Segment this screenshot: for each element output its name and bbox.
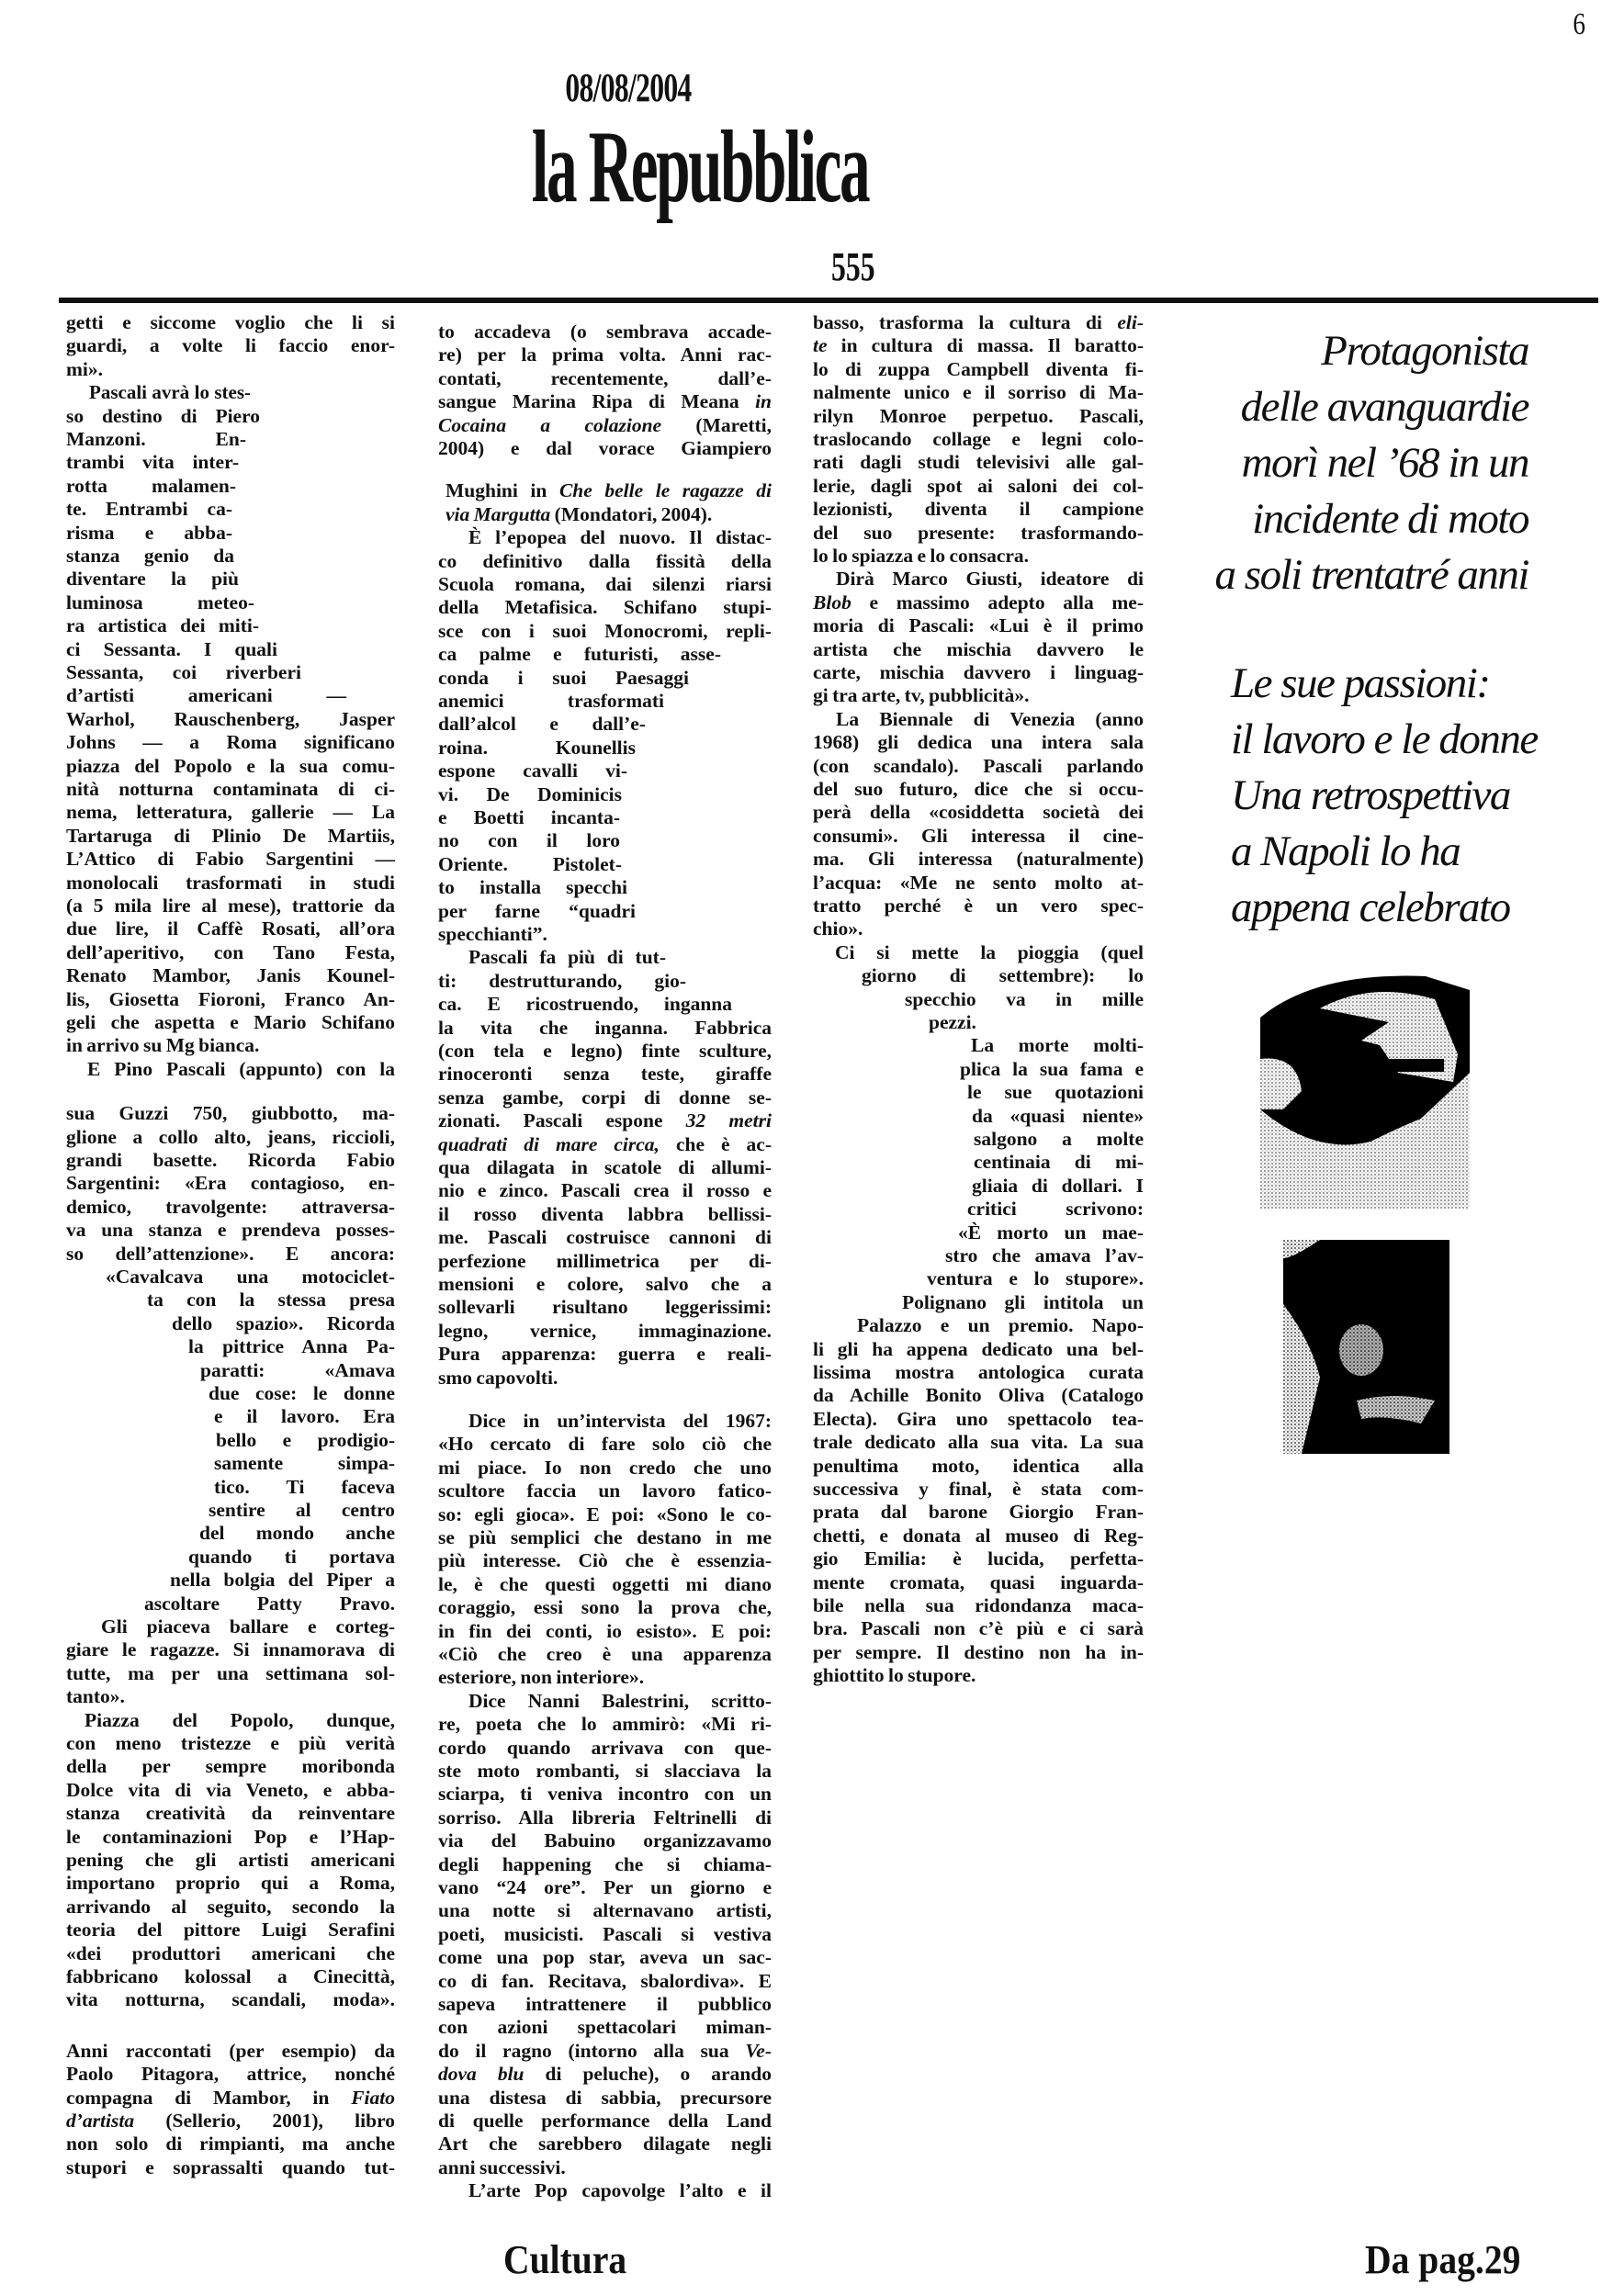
italic-title-text: te <box>813 334 828 357</box>
text-line: lerie, dagli spot ai saloni dei col- <box>813 474 1144 497</box>
text-line: sua Guzzi 750, giubbotto, ma- <box>66 1102 395 1125</box>
text-line: espone cavalli vi- <box>438 760 627 782</box>
continued-from-label: Da pag.29 <box>1365 2237 1521 2282</box>
text-line: fabbricano kolossal a Cinecittà, <box>66 1965 395 1987</box>
text-segment: do il ragno (intorno alla sua <box>438 2039 746 2062</box>
text-line: Sessanta, coi riverberi <box>66 661 301 683</box>
text-line: diventare la più <box>66 568 239 591</box>
text-line: ma. Gli interessa (naturalmente) <box>813 848 1144 871</box>
text-line: L’Attico di Fabio Sargentini — <box>66 848 395 871</box>
text-line: una notte si alternavano artisti, <box>438 1899 772 1922</box>
text-line <box>66 2110 395 2133</box>
text-line: perfezione millimetrica per di- <box>438 1249 772 1272</box>
text-line: «dei produttori americani che <box>66 1941 395 1964</box>
text-line: Oriente. Pistolet- <box>438 852 622 875</box>
text-line: Piazza del Popolo, dunque, <box>85 1708 395 1731</box>
text-line: mensioni e colore, salvo che a <box>438 1273 772 1295</box>
text-line: due cose: le donne <box>209 1382 395 1404</box>
text-line: co di fan. Recitava, sbalordiva». E <box>438 1969 772 1992</box>
text-line: paratti: «Amava <box>200 1358 395 1381</box>
text-line: La morte molti- <box>971 1034 1144 1057</box>
text-line: artista che mischia davvero le <box>813 637 1144 660</box>
edition-code: 555 <box>831 244 875 289</box>
publication-date: 08/08/2004 <box>565 65 692 110</box>
text-line: traslocando collage e legni colo- <box>813 428 1144 450</box>
text-line: sce con i suoi Monocromi, repli- <box>438 619 772 642</box>
text-line: La Biennale di Venezia (anno <box>836 707 1144 730</box>
text-line: vita notturna, scandali, moda». <box>66 1988 395 2011</box>
text-line: Palazzo e un premio. Napo- <box>857 1314 1144 1337</box>
headline-line: incidente di moto <box>1252 495 1528 543</box>
text-line: quando ti portava <box>188 1545 395 1568</box>
text-line: E Pino Pascali (appunto) con la <box>87 1057 395 1080</box>
text-line: 2004) e dal vorace Giampiero <box>438 437 772 459</box>
text-line: tutte, ma per una settimana sol- <box>66 1661 395 1684</box>
italic-title-text: eli- <box>1117 311 1144 333</box>
headline-line: Le sue passioni: <box>1231 659 1490 707</box>
text-segment: sangue Marina Ripa di Meana <box>438 390 756 413</box>
text-line: anni successivi. <box>438 2155 566 2178</box>
text-segment: basso, trasforma la cultura di <box>813 311 1118 333</box>
text-line <box>438 2063 772 2086</box>
text-line: nio e zinco. Pascali crea il rosso e <box>438 1179 772 1202</box>
text-segment: in cultura di massa. Il baratto- <box>827 334 1144 357</box>
text-line: so: egli gioca». E poi: «Sono le co- <box>438 1503 772 1525</box>
italic-title-text: quadrati di mare circa, <box>438 1132 660 1155</box>
text-line: Manzoni. En- <box>66 428 246 450</box>
text-line: ci Sessanta. I quali <box>66 637 277 660</box>
text-line: lis, Giosetta Fioroni, Franco An- <box>66 987 395 1010</box>
text-line: Tartaruga di Plinio De Martiis, <box>66 824 395 847</box>
text-line: «Cavalcava una motociclet- <box>106 1266 395 1288</box>
text-line: giorno di settembre): lo <box>862 964 1144 987</box>
text-line: Pascali avrà lo stes- <box>89 381 251 404</box>
text-line: Art che sarebbero dilagate negli <box>438 2133 772 2155</box>
text-line: monolocali trasformati in studi <box>66 871 395 894</box>
italic-title-text: in <box>755 390 772 413</box>
text-line: poeti, musicisti. Pascali si vestiva <box>438 1922 772 1945</box>
text-line: più interesse. Ciò che è essenzia- <box>438 1549 772 1572</box>
text-line: risma e abba- <box>66 521 232 544</box>
text-line: tico. Ti faceva <box>214 1475 395 1498</box>
text-line: so dell’attenzione». E ancora: <box>66 1242 395 1265</box>
text-line: (con tela e legno) finte sculture, <box>438 1040 772 1062</box>
text-line: grandi basette. Ricorda Fabio <box>66 1149 395 1171</box>
text-line <box>438 1133 772 1156</box>
text-line: se più semplici che destano in me <box>438 1526 772 1548</box>
italic-title-text: 32 metri <box>685 1109 772 1132</box>
photo-artist-seated <box>1283 1240 1449 1454</box>
text-line: del suo presente: trasformando- <box>813 521 1144 544</box>
text-line: ghiottito lo stupore. <box>813 1664 976 1687</box>
text-line: me. Pascali costruisce cannoni di <box>438 1226 772 1249</box>
text-line: d’artisti americani — <box>66 684 346 707</box>
text-line: smo capovolti. <box>438 1366 558 1389</box>
headline-line: appena celebrato <box>1231 884 1510 931</box>
portrait-photo-sunglasses <box>1260 972 1470 1209</box>
text-line: dell’aperitivo, con Tano Festa, <box>66 940 395 963</box>
text-line: Pura apparenza: guerra e reali- <box>438 1343 772 1366</box>
text-line: lo lo spiazza e lo consacra. <box>813 545 1030 567</box>
text-line <box>438 1109 772 1132</box>
text-line: lezionisti, diventa il campione <box>813 498 1144 521</box>
text-line: salgono a molte <box>974 1128 1144 1150</box>
text-line: mi piace. Io non credo che uno <box>438 1456 772 1479</box>
italic-title-text: Cocaina a colazione <box>438 413 662 436</box>
text-line: Polignano gli intitola un <box>902 1290 1144 1313</box>
text-line: Renato Mambor, Janis Kounel- <box>66 964 395 987</box>
text-line: specchio va in mille <box>905 987 1144 1010</box>
text-line: «Ho cercato di fare solo ciò che <box>438 1433 772 1456</box>
text-line: ti: destrutturando, gio- <box>438 969 686 992</box>
text-line: stupori e soprassalti quando tut- <box>66 2155 395 2178</box>
text-line: Electa). Gira uno spettacolo tea- <box>813 1407 1144 1430</box>
text-line: pezzi. <box>929 1011 976 1033</box>
text-line: tanto». <box>66 1685 125 1708</box>
text-line: le, è che questi oggetti mi diano <box>438 1572 772 1595</box>
text-line: qua dilagata in scatole di allumi- <box>438 1156 772 1178</box>
text-line: ra artistica dei miti- <box>66 614 259 637</box>
headline-line: a soli trentatré anni <box>1214 551 1528 599</box>
headline-line: delle avanguardie <box>1240 383 1528 431</box>
text-line: dello spazio». Ricorda <box>172 1311 395 1334</box>
text-line: sentire al centro <box>209 1499 395 1521</box>
text-line: con azioni spettacolari miman- <box>438 2016 772 2039</box>
text-line: il rosso diventa labbra bellissi- <box>438 1202 772 1225</box>
text-line <box>445 479 772 502</box>
text-line: re, poeta che lo ammirò: «Mi ri- <box>438 1713 772 1736</box>
text-line: gi tra arte, tv, pubblicità». <box>813 684 1030 707</box>
text-line: della Metafisica. Schifano stupi- <box>438 596 772 619</box>
text-line: e Boetti incanta- <box>438 806 620 828</box>
text-line: chetti, e donata al museo di Reg- <box>813 1524 1144 1547</box>
text-line: plica la sua fama e <box>960 1057 1144 1080</box>
text-line: getti e siccome voglio che li si <box>66 311 395 333</box>
text-segment: che è ac- <box>659 1132 772 1155</box>
text-line: scultore faccia un lavoro fatico- <box>438 1480 772 1503</box>
text-line: specchianti”. <box>438 923 547 945</box>
text-line: penultima moto, identica alla <box>813 1454 1144 1477</box>
text-line: Johns — a Roma significano <box>66 731 395 754</box>
text-line: geli che aspetta e Mario Schifano <box>66 1011 395 1033</box>
text-line: Dirà Marco Giusti, ideatore di <box>836 568 1144 591</box>
text-line: Dolce vita di via Veneto, e abba- <box>66 1778 395 1801</box>
page-number: 6 <box>1573 7 1585 41</box>
text-line: rilyn Monroe perpetuo. Pascali, <box>813 404 1144 427</box>
text-line: bile nella sua ridondanza maca- <box>813 1594 1144 1616</box>
text-line: moria di Pascali: «Lui è il primo <box>813 614 1144 637</box>
text-line: una distesa di sabbia, precursore <box>438 2086 772 2109</box>
text-line: del mondo anche <box>199 1522 395 1545</box>
text-line: nità notturna contaminata di ci- <box>66 778 395 800</box>
text-line: te. Entrambi ca- <box>66 498 232 521</box>
text-line: la pittrice Anna Pa- <box>188 1335 395 1358</box>
text-line <box>438 390 772 413</box>
text-line: successiva y final, è stata com- <box>813 1478 1144 1500</box>
text-line: via del Babuino organizzavamo <box>438 1829 772 1852</box>
text-line: critici scrivono: <box>967 1198 1144 1221</box>
text-line: Anni raccontati (per esempio) da <box>66 2039 395 2062</box>
text-segment: (Sellerio, 2001), libro <box>134 2110 395 2132</box>
text-segment: (Mondatori, 2004). <box>550 502 713 525</box>
text-line: carte, mischia davvero i linguag- <box>813 661 1144 683</box>
text-line: per sempre. Il destino non ha in- <box>813 1640 1144 1663</box>
text-line: L’arte Pop capovolge l’alto e il <box>468 2179 772 2202</box>
text-segment: Mughini in <box>445 479 559 502</box>
text-line: demico, travolgente: attraversa- <box>66 1195 395 1218</box>
text-line: da «quasi niente» <box>972 1104 1144 1127</box>
text-line: le sue quotazioni <box>967 1081 1144 1104</box>
text-line: ca. E ricostruendo, inganna <box>438 993 732 1016</box>
text-line: stro che amava l’av- <box>945 1244 1144 1266</box>
text-line: bra. Pascali non c’è più e ci sarà <box>813 1617 1144 1640</box>
text-line: È l’epopea del nuovo. Il distac- <box>468 526 772 549</box>
text-line: e il lavoro. Era <box>214 1405 395 1428</box>
text-line: piazza del Popolo e la sua comu- <box>66 754 395 777</box>
text-line: esteriore, non interiore». <box>438 1666 645 1689</box>
text-segment: (Maretti, <box>661 413 772 436</box>
text-line: sorriso. Alla libreria Feltrinelli di <box>438 1806 772 1829</box>
text-line: li gli ha appena dedicato una bel- <box>813 1337 1144 1360</box>
text-line: l’acqua: «Me ne sento molto at- <box>813 871 1144 894</box>
text-line: ta con la stessa presa <box>147 1289 395 1311</box>
text-line: legno, vernice, immaginazione. <box>438 1319 772 1342</box>
text-line: lissima mostra antologica curata <box>813 1361 1144 1383</box>
italic-title-text: Fiato <box>351 2086 395 2109</box>
text-line: centinaia di mi- <box>974 1151 1144 1174</box>
text-line: roina. Kounellis <box>438 736 636 759</box>
text-line: ascoltare Patty Pravo. <box>144 1592 395 1615</box>
text-line: stanza creatività da reinventare <box>66 1802 395 1825</box>
text-line: to installa specchi <box>438 876 627 899</box>
text-line <box>445 503 772 526</box>
text-line: samente simpa- <box>214 1452 395 1475</box>
text-line: Dice in un’intervista del 1967: <box>468 1410 772 1432</box>
text-line: prata dal barone Giorgio Fran- <box>813 1501 1144 1524</box>
italic-title-text: dova blu <box>438 2063 524 2086</box>
headline-line: il lavoro e le donne <box>1231 715 1538 763</box>
italic-title-text: Ve- <box>745 2039 772 2062</box>
text-line: ventura e lo stupore». <box>927 1267 1144 1290</box>
text-line: due lire, il Caffè Rosati, all’ora <box>66 917 395 940</box>
text-line: come una pop star, aveva un sac- <box>438 1946 772 1969</box>
text-line: tratto perché è un vero spec- <box>813 895 1144 917</box>
text-line: trale dedicato alla sua vita. La sua <box>813 1431 1144 1454</box>
text-line: mente cromata, quasi inguarda- <box>813 1570 1144 1593</box>
text-line: luminosa meteo- <box>66 591 254 613</box>
text-line: Warhol, Rauschenberg, Jasper <box>66 707 395 730</box>
text-line: importano proprio qui a Roma, <box>66 1872 395 1895</box>
text-line: so destino di Piero <box>66 404 260 427</box>
text-line: senza gambe, corpi di donne se- <box>438 1086 772 1109</box>
text-line: pening che gli artisti americani <box>66 1849 395 1871</box>
text-segment: compagna di Mambor, in <box>66 2086 352 2109</box>
text-line: rotta malamen- <box>66 474 236 497</box>
text-line: 1968) gli dedica una intera sala <box>813 731 1144 754</box>
text-segment: di peluche), o arando <box>524 2063 772 2086</box>
text-line: arrivando al seguito, secondo la <box>66 1895 395 1918</box>
text-line: re) per la prima volta. Anni rac- <box>438 343 772 366</box>
text-line <box>813 334 1144 357</box>
text-line: cordo quando arrivava con que- <box>438 1736 772 1759</box>
text-line: Dice Nanni Balestrini, scritto- <box>468 1689 772 1712</box>
text-line: va una stanza e prendeva posses- <box>66 1219 395 1242</box>
text-line: vano “24 ore”. Per un giorno e <box>438 1876 772 1898</box>
text-line: bello e prodigio- <box>216 1428 395 1451</box>
text-line <box>438 2040 772 2063</box>
text-line: (con scandalo). Pascali parlando <box>813 754 1144 777</box>
text-line: lo di zuppa Campbell diventa fi- <box>813 357 1144 380</box>
newspaper-masthead: la Repubblica <box>531 110 869 224</box>
text-line: mi». <box>66 357 104 380</box>
headline-line: Una retrospettiva <box>1231 771 1510 819</box>
text-line: no con il loro <box>438 829 620 852</box>
italic-title-text: via Margutta <box>445 502 551 525</box>
text-line: perà della «cosiddetta società dei <box>813 801 1144 824</box>
section-label: Cultura <box>503 2237 627 2282</box>
header-rule <box>59 298 1598 303</box>
text-line: co definitivo dalla fissità della <box>438 549 772 572</box>
text-line: «Ciò che creo è una apparenza <box>438 1643 772 1665</box>
text-line: to accadeva (o sembrava accade- <box>438 321 772 343</box>
text-line: Paolo Pitagora, attrice, nonché <box>66 2063 395 2086</box>
text-line: conda i suoi Paesaggi <box>438 666 689 689</box>
text-line: la vita che inganna. Fabbrica <box>438 1016 772 1039</box>
text-line: da Achille Bonito Oliva (Catalogo <box>813 1384 1144 1407</box>
text-line: gio Emilia: è lucida, perfetta- <box>813 1548 1144 1570</box>
text-line: Scuola romana, dai silenzi riarsi <box>438 573 772 595</box>
text-line: del suo futuro, dice che si occu- <box>813 778 1144 800</box>
text-line: sapeva intrattenere il pubblico <box>438 1993 772 2015</box>
headline-line: Protagonista <box>1321 327 1528 375</box>
text-line: gliaia di dollari. I <box>972 1174 1144 1197</box>
text-line <box>66 2087 395 2110</box>
text-line: Sargentini: «Era contagioso, en- <box>66 1172 395 1195</box>
text-line: guardi, a volte li faccio enor- <box>66 334 395 357</box>
text-line: con meno tristezze e più verità <box>66 1732 395 1754</box>
text-line: nalmente unico e il sorriso di Ma- <box>813 381 1144 404</box>
text-line: rinoceronti senza teste, giraffe <box>438 1063 772 1086</box>
text-segment: e massimo adepto alla me- <box>851 591 1144 613</box>
text-line: Ci si mette la pioggia (quel <box>835 940 1144 963</box>
text-line: teoria del pittore Luigi Serafini <box>66 1919 395 1941</box>
text-line: per farne “quadri <box>438 899 636 922</box>
text-line: in fin dei conti, io esisto». E poi: <box>438 1619 772 1642</box>
text-line: coraggio, essi sono la prova che, <box>438 1596 772 1619</box>
text-line: degli happening che si chiama- <box>438 1852 772 1875</box>
text-line: nema, letteratura, gallerie — La <box>66 801 395 824</box>
text-line: chio». <box>813 917 863 940</box>
text-line: consumi». Gli interessa il cine- <box>813 824 1144 847</box>
text-line: ca palme e futuristi, asse- <box>438 643 721 666</box>
text-line: sollevarli risultano leggerissimi: <box>438 1296 772 1319</box>
text-line: trambi vita inter- <box>66 451 239 474</box>
text-line: dall’alcol e dall’e- <box>438 713 646 736</box>
text-line: in arrivo su Mg bianca. <box>66 1034 260 1057</box>
text-segment: zionati. Pascali espone <box>438 1109 686 1132</box>
italic-title-text: d’artista <box>66 2110 135 2132</box>
text-line: stanza genio da <box>66 545 234 567</box>
headline-line: a Napoli lo ha <box>1231 827 1460 875</box>
text-line: di quelle performance della Land <box>438 2110 772 2132</box>
text-line: ste moto rombanti, si slacciava la <box>438 1760 772 1782</box>
text-line: della per sempre moribonda <box>66 1755 395 1778</box>
text-line: anemici trasformati <box>438 690 664 712</box>
text-line: nella bolgia del Piper a <box>170 1569 395 1592</box>
text-line: non solo di rimpianti, ma anche <box>66 2133 395 2155</box>
text-line <box>813 591 1144 614</box>
text-line: Pascali fa più di tut- <box>468 946 666 969</box>
italic-title-text: Blob <box>813 591 851 613</box>
text-line: Gli piaceva ballare e corteg- <box>101 1615 395 1638</box>
text-line: sciarpa, ti veniva incontro con un <box>438 1783 772 1806</box>
text-line: le contaminazioni Pop e l’Hap- <box>66 1825 395 1848</box>
text-line: vi. De Dominicis <box>438 782 622 805</box>
text-line: «È morto un mae- <box>958 1221 1144 1244</box>
headline-line: morì nel ’68 in un <box>1241 439 1528 487</box>
text-line: contati, recentemente, dall’e- <box>438 366 772 389</box>
text-line <box>813 311 1144 334</box>
text-line: (a 5 mila lire al mese), trattorie da <box>66 895 395 917</box>
text-line: glione a collo alto, jeans, riccioli, <box>66 1125 395 1148</box>
text-line: rati dagli studi televisivi alle gal- <box>813 451 1144 474</box>
text-line <box>438 414 772 437</box>
italic-title-text: Che belle le ragazze di <box>558 479 773 502</box>
text-line: giare le ragazze. Si innamorava di <box>66 1638 395 1661</box>
